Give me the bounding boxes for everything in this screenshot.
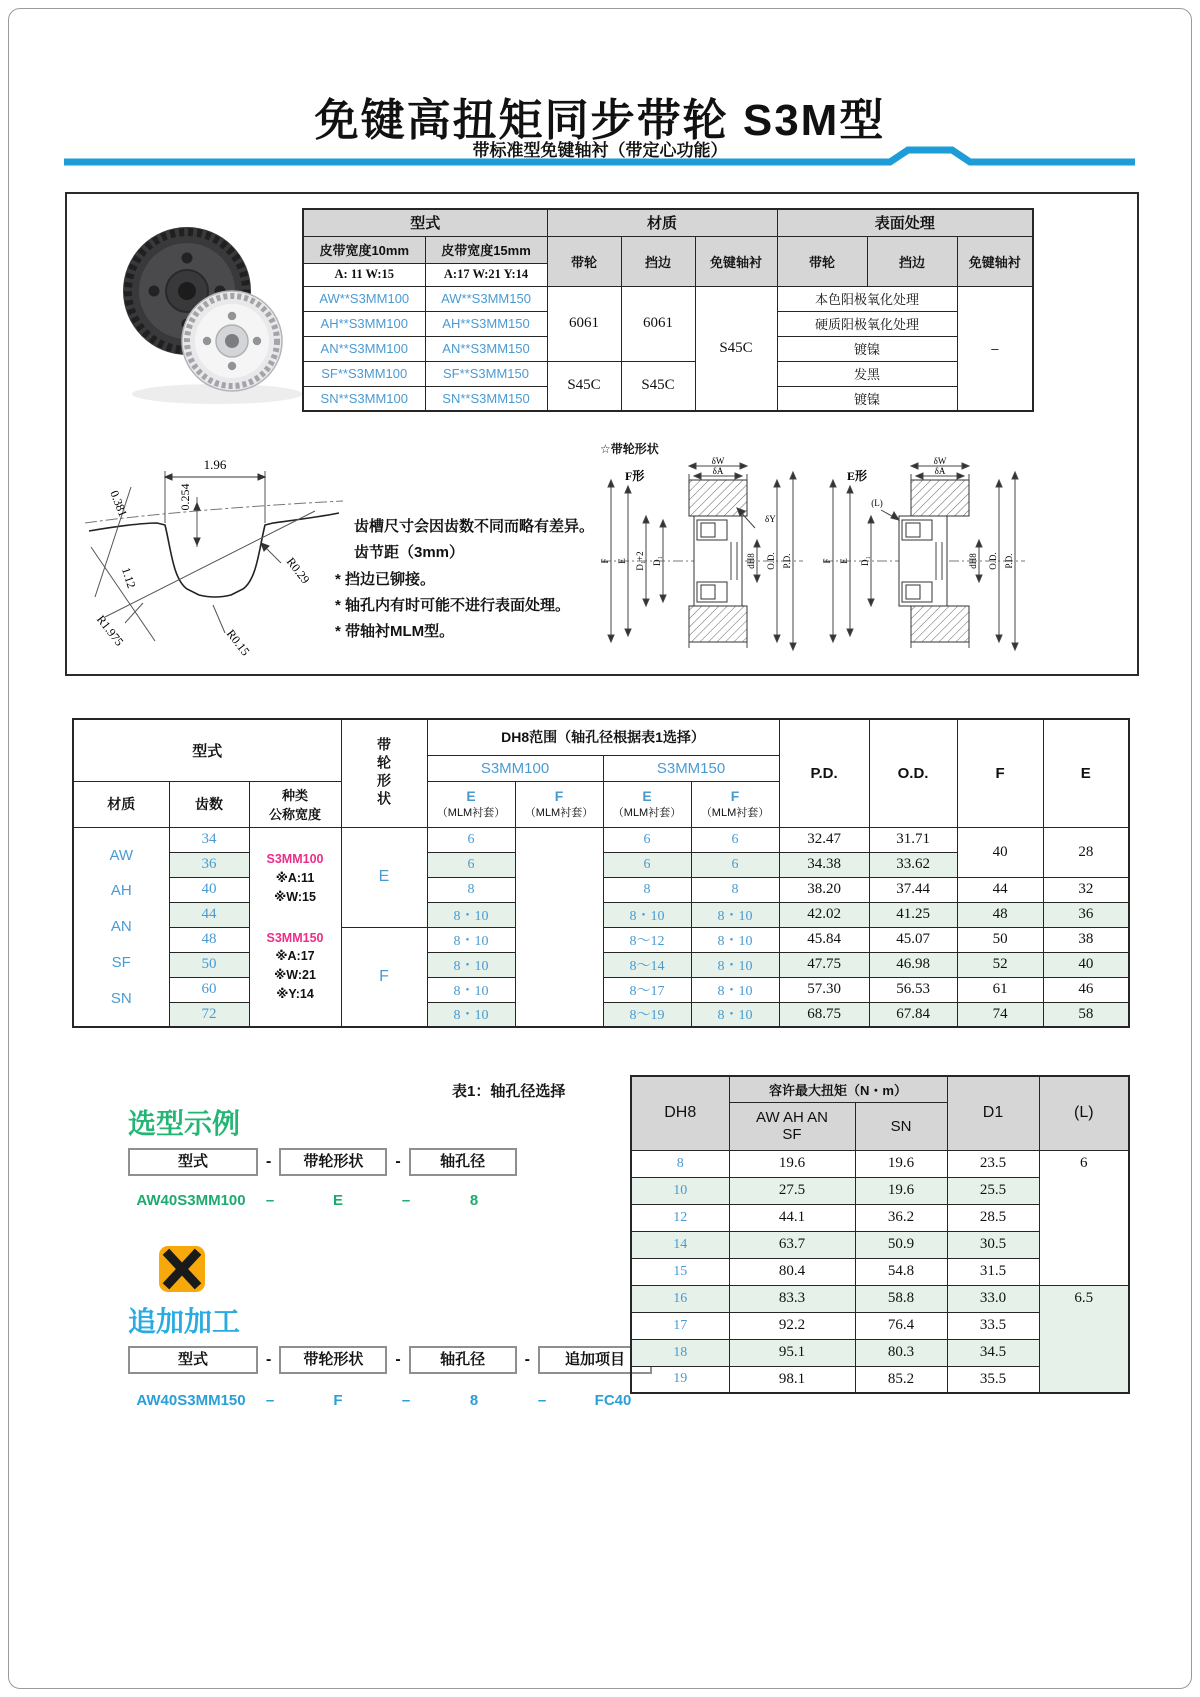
add-processing-formula [128,1346,652,1374]
formula-box-shape: 带轮形状 [279,1346,387,1374]
cell-f150: 8・10 [691,977,779,1002]
cell-dh8: 10 [631,1177,729,1204]
dim-r015: R0.15 [223,626,253,659]
dim-r029: R0.29 [283,554,313,587]
dim-f: F [600,558,610,564]
add-processing-title: 追加加工 [128,1306,241,1337]
material-code: SF [111,954,131,972]
table-row [303,209,1033,236]
dim-pd: P.D. [782,553,792,569]
cell-pd: 32.47 [779,827,869,852]
cell-f: 48 [957,902,1043,927]
surface-treatment: 硬质阳极氧化处理 [777,311,957,336]
product-photo [97,209,312,414]
header-material: 材质 [73,781,169,827]
cell-e100: 8・10 [427,927,515,952]
cell-f150: 8・10 [691,952,779,977]
dimensions-table [72,718,1130,1028]
bore-selection-table [630,1075,1130,1394]
note-line: * 挡边已铆接。 [335,570,436,588]
note-line: 齿节距（3mm） [354,544,465,562]
cell-e: 36 [1043,902,1129,927]
header-dh8-range: DH8范围（轴孔径根据表1选择） [427,719,779,755]
cell-f: 61 [957,977,1043,1002]
cell-e: 28 [1043,827,1129,877]
spec-name: S3MM150 [266,930,324,945]
cell-d1: 33.5 [947,1312,1039,1339]
dim-0254: 0.254 [178,483,192,511]
cell-torque-aw: 80.4 [729,1258,855,1285]
cell-e100: 8・10 [427,952,515,977]
cell-e: 46 [1043,977,1129,1002]
cell-f100-empty [515,827,603,1027]
selection-example-value [128,1192,526,1209]
mlm-label: （MLM衬套） [524,807,594,819]
formula-box-bore: 轴孔径 [409,1346,517,1374]
e-shape-label: E形 [847,469,868,483]
pulley-shape-vertical-label: 带轮形状 [376,737,393,810]
dim-da: δA [934,466,946,476]
cell-dh8: 8 [631,1150,729,1177]
header-pulley-shape [341,719,427,827]
cell-torque-sn: 36.2 [855,1204,947,1231]
cell-dh8: 19 [631,1366,729,1393]
model-code: SN**S3MM100 [303,386,425,411]
mlm-label: （MLM衬套） [436,807,506,819]
cell-f: 74 [957,1002,1043,1027]
cell-pd: 47.75 [779,952,869,977]
cell-f: 40 [957,827,1043,877]
cell-od: 56.53 [869,977,957,1002]
cell-torque-sn: 85.2 [855,1366,947,1393]
header-e-mlm [427,781,515,827]
cell-pd: 57.30 [779,977,869,1002]
cell-dh8: 17 [631,1312,729,1339]
formula-box-additional: 追加项目 [538,1346,652,1374]
cell-teeth: 34 [169,827,249,852]
header-e-mlm [603,781,691,827]
header-pd: P.D. [779,719,869,827]
cell-od: 31.71 [869,827,957,852]
cell-pd: 42.02 [779,902,869,927]
example-dash: – [401,1192,411,1209]
example-model: AW40S3MM150 [136,1392,246,1409]
table-row [303,236,1033,263]
table-row [73,827,1129,852]
model-code: AN**S3MM100 [303,336,425,361]
formula-box-shape: 带轮形状 [279,1148,387,1176]
header-belt15: 皮带宽度15mm [425,236,547,263]
cell-e100: 8 [427,877,515,902]
belt15-widths: A:17 W:21 Y:14 [425,263,547,286]
cell-teeth: 50 [169,952,249,977]
cell-torque-sn: 58.8 [855,1285,947,1312]
spec-note: ※W:15 [274,889,316,904]
table1-title: 表1：轴孔径选择 [452,1083,566,1100]
cell-torque-sn: 76.4 [855,1312,947,1339]
model-code: AN**S3MM150 [425,336,547,361]
surface-treatment: 本色阳极氧化处理 [777,286,957,311]
group-line2: SF [782,1126,802,1143]
cell-f150: 8・10 [691,902,779,927]
dim-dh8: dH8 [746,553,756,569]
selection-formula [128,1148,517,1176]
material-code: AN [110,918,132,936]
cell-torque-sn: 19.6 [855,1177,947,1204]
model-code: AH**S3MM100 [303,311,425,336]
dim-dw: δW [933,456,947,466]
formula-separator: - [266,1351,272,1368]
material-code: AW [109,846,134,864]
dim-dy: δY [765,514,776,524]
header-torque: 容许最大扭矩（N・m） [729,1076,947,1102]
formula-separator: - [395,1351,401,1368]
formula-separator: - [395,1153,401,1170]
cell-e100: 8・10 [427,902,515,927]
cell-od: 46.98 [869,952,957,977]
cell-e150: 8～12 [603,927,691,952]
cell-od: 67.84 [869,1002,957,1027]
cell-shape-f: F [341,927,427,1027]
cell-e150: 6 [603,852,691,877]
f-letter: F [730,788,740,804]
example-model: AW40S3MM100 [136,1192,246,1209]
model-code: SN**S3MM150 [425,386,547,411]
header-model: 型式 [303,209,547,236]
cell-f: 44 [957,877,1043,902]
cell-e150: 8 [603,877,691,902]
cell-e100: 6 [427,852,515,877]
f-shape-label: F形 [625,469,645,483]
page-subtitle: 带标准型免键轴衬（带定心功能） [472,141,728,160]
cell-e100: 8・10 [427,1002,515,1027]
spec-note: ※Y:14 [276,986,314,1001]
selection-example-title: 选型示例 [128,1108,241,1139]
formula-box-model: 型式 [128,1346,258,1374]
cell-materials [73,827,169,1027]
add-processing-example [128,1392,668,1409]
cell-e150: 8・10 [603,902,691,927]
table-row [631,1076,1129,1102]
cell-e100: 8・10 [427,977,515,1002]
table-row [631,1285,1129,1312]
f-letter: F [554,788,564,804]
cell-teeth: 44 [169,902,249,927]
header-bushing: 免键轴衬 [695,236,777,286]
cell-pd: 34.38 [779,852,869,877]
cell-dh8: 14 [631,1231,729,1258]
header-d1: D1 [947,1076,1039,1150]
formula-separator: - [266,1153,272,1170]
cell-shape-e: E [341,827,427,927]
cell-torque-sn: 50.9 [855,1231,947,1258]
header-group-awahansf [729,1102,855,1150]
surface-treatment: 发黑 [777,361,957,386]
model-code: SF**S3MM150 [425,361,547,386]
model-code: AW**S3MM150 [425,286,547,311]
cell-d1: 30.5 [947,1231,1039,1258]
pulley-section-e-drawing [819,456,1029,668]
header-model-group: 型式 [73,719,341,781]
e-letter: E [466,788,476,804]
header-bushing: 免键轴衬 [957,236,1033,286]
blue-divider [64,146,1136,168]
pulley-shape-title: ☆带轮形状 [600,442,659,456]
material-flange: S45C [621,361,695,411]
cell-d1: 23.5 [947,1150,1039,1177]
cell-teeth: 48 [169,927,249,952]
example-bore: 8 [469,1392,479,1409]
surface-treatment: 镀镍 [777,336,957,361]
cell-d1: 33.0 [947,1285,1039,1312]
cell-teeth: 36 [169,852,249,877]
note-line: * 轴孔内有时可能不进行表面处理。 [335,596,571,614]
dim-0381: 0.381 [107,488,131,519]
material-flange: 6061 [621,286,695,361]
dim-d1p2: D₁+2 [635,551,645,571]
header-surface: 表面处理 [777,209,1033,236]
model-material-table [302,208,1034,412]
dim-196: 1.96 [203,457,227,472]
cell-f150: 6 [691,827,779,852]
dim-112: 1.12 [118,565,139,590]
material-pulley: 6061 [547,286,621,361]
cell-f: 52 [957,952,1043,977]
cell-l-65: 6.5 [1039,1285,1129,1393]
tooth-profile-drawing [85,427,343,669]
cell-teeth: 40 [169,877,249,902]
material-pulley: S45C [547,361,621,411]
note-line: * 带轴衬MLM型。 [335,623,455,640]
cell-dh8: 16 [631,1285,729,1312]
note-line: 齿槽尺寸会因齿数不同而略有差异。 [354,518,595,535]
cell-dh8: 12 [631,1204,729,1231]
header-flange: 挡边 [621,236,695,286]
example-dash: – [537,1392,547,1409]
header-s3mm100: S3MM100 [427,755,603,781]
surface-bushing: – [957,286,1033,411]
spec-150 [250,929,341,1004]
header-pulley: 带轮 [547,236,621,286]
cell-pd: 45.84 [779,927,869,952]
dim-pd: P.D. [1004,553,1014,569]
example-dash: – [265,1192,275,1209]
machining-icon [158,1245,206,1293]
header-od: O.D. [869,719,957,827]
cell-od: 33.62 [869,852,957,877]
dim-e: E [617,558,627,564]
formula-box-model: 型式 [128,1148,258,1176]
kind-line2: 公称宽度 [269,807,322,822]
header-l: (L) [1039,1076,1129,1150]
example-shape: E [332,1192,343,1209]
pulley-section-f-drawing [597,456,807,668]
cell-e: 32 [1043,877,1129,902]
cell-torque-aw: 98.1 [729,1366,855,1393]
cell-f150: 8 [691,877,779,902]
example-shape: F [333,1392,343,1409]
cell-teeth: 72 [169,1002,249,1027]
cell-torque-sn: 19.6 [855,1150,947,1177]
dim-e: E [839,558,849,564]
model-code: SF**S3MM100 [303,361,425,386]
spec-name: S3MM100 [266,852,324,866]
header-f: F [957,719,1043,827]
cell-teeth: 60 [169,977,249,1002]
cell-f150: 8・10 [691,1002,779,1027]
group-line1: AW AH AN [756,1109,828,1126]
cell-torque-sn: 54.8 [855,1258,947,1285]
header-belt10: 皮带宽度10mm [303,236,425,263]
dim-od: O.D. [766,552,776,570]
spec-note: ※A:17 [275,949,315,964]
header-teeth: 齿数 [169,781,249,827]
cell-pd: 68.75 [779,1002,869,1027]
mlm-label: （MLM衬套） [612,807,682,819]
cell-torque-aw: 92.2 [729,1312,855,1339]
table-row [73,719,1129,755]
cell-od: 41.25 [869,902,957,927]
dim-da: δA [712,466,724,476]
cell-d1: 35.5 [947,1366,1039,1393]
header-e: E [1043,719,1129,827]
dim-d1: D₁ [860,556,870,566]
cell-e150: 8～17 [603,977,691,1002]
dim-dh8: dH8 [968,553,978,569]
page-title: 免键高扭矩同步带轮 S3M型 [314,96,886,145]
cell-e: 58 [1043,1002,1129,1027]
header-flange: 挡边 [867,236,957,286]
spec-note: ※W:21 [274,968,316,982]
cell-dh8: 15 [631,1258,729,1285]
cell-d1: 28.5 [947,1204,1039,1231]
dim-r1975: R1.975 [93,612,127,649]
cell-e150: 8～19 [603,1002,691,1027]
header-sn: SN [855,1102,947,1150]
cell-f: 50 [957,927,1043,952]
cell-e150: 8～14 [603,952,691,977]
dim-od: O.D. [988,552,998,570]
dim-dw: δW [711,456,725,466]
model-code: AH**S3MM150 [425,311,547,336]
cell-od: 45.07 [869,927,957,952]
cell-f150: 8・10 [691,927,779,952]
belt10-widths: A: 11 W:15 [303,263,425,286]
cell-torque-aw: 83.3 [729,1285,855,1312]
cell-torque-sn: 80.3 [855,1339,947,1366]
cell-torque-aw: 44.1 [729,1204,855,1231]
pulley-light [182,291,282,391]
example-dash: – [265,1392,275,1409]
header-kind [249,781,341,827]
example-item: FC40 [594,1392,632,1409]
cell-e100: 6 [427,827,515,852]
overview-panel [65,192,1139,676]
mlm-label: （MLM衬套） [700,807,770,819]
formula-separator: - [524,1351,530,1368]
example-bore: 8 [469,1192,479,1209]
spec-note: ※A:11 [275,870,315,885]
cell-e: 40 [1043,952,1129,977]
header-pulley: 带轮 [777,236,867,286]
cell-d1: 34.5 [947,1339,1039,1366]
cell-pd: 38.20 [779,877,869,902]
dim-f: F [822,558,832,564]
example-dash: – [401,1392,411,1409]
table-row [303,286,1033,311]
table-row [631,1150,1129,1177]
header-material: 材质 [547,209,777,236]
cell-torque-aw: 63.7 [729,1231,855,1258]
dim-l: (L) [871,498,883,508]
table-row [303,361,1033,386]
header-s3mm150: S3MM150 [603,755,779,781]
cell-torque-aw: 19.6 [729,1150,855,1177]
cell-torque-aw: 95.1 [729,1339,855,1366]
cell-od: 37.44 [869,877,957,902]
material-code: SN [110,989,132,1007]
cell-f150: 6 [691,852,779,877]
cell-d1: 31.5 [947,1258,1039,1285]
dim-d1: D₁ [652,556,662,566]
cell-dh8: 18 [631,1339,729,1366]
header-dh8: DH8 [631,1076,729,1150]
cell-e: 38 [1043,927,1129,952]
formula-box-bore: 轴孔径 [409,1148,517,1176]
cell-spec [249,827,341,1027]
cell-d1: 25.5 [947,1177,1039,1204]
cell-torque-aw: 27.5 [729,1177,855,1204]
cell-l-6: 6 [1039,1150,1129,1285]
material-code: AH [110,882,132,900]
kind-line1: 种类 [282,788,309,803]
model-code: AW**S3MM100 [303,286,425,311]
spec-100 [250,850,341,906]
e-letter: E [642,788,652,804]
header-f-mlm [691,781,779,827]
cell-e150: 6 [603,827,691,852]
header-f-mlm [515,781,603,827]
drawing-notes [335,514,635,645]
material-bushing: S45C [695,286,777,411]
surface-treatment: 镀镍 [777,386,957,411]
